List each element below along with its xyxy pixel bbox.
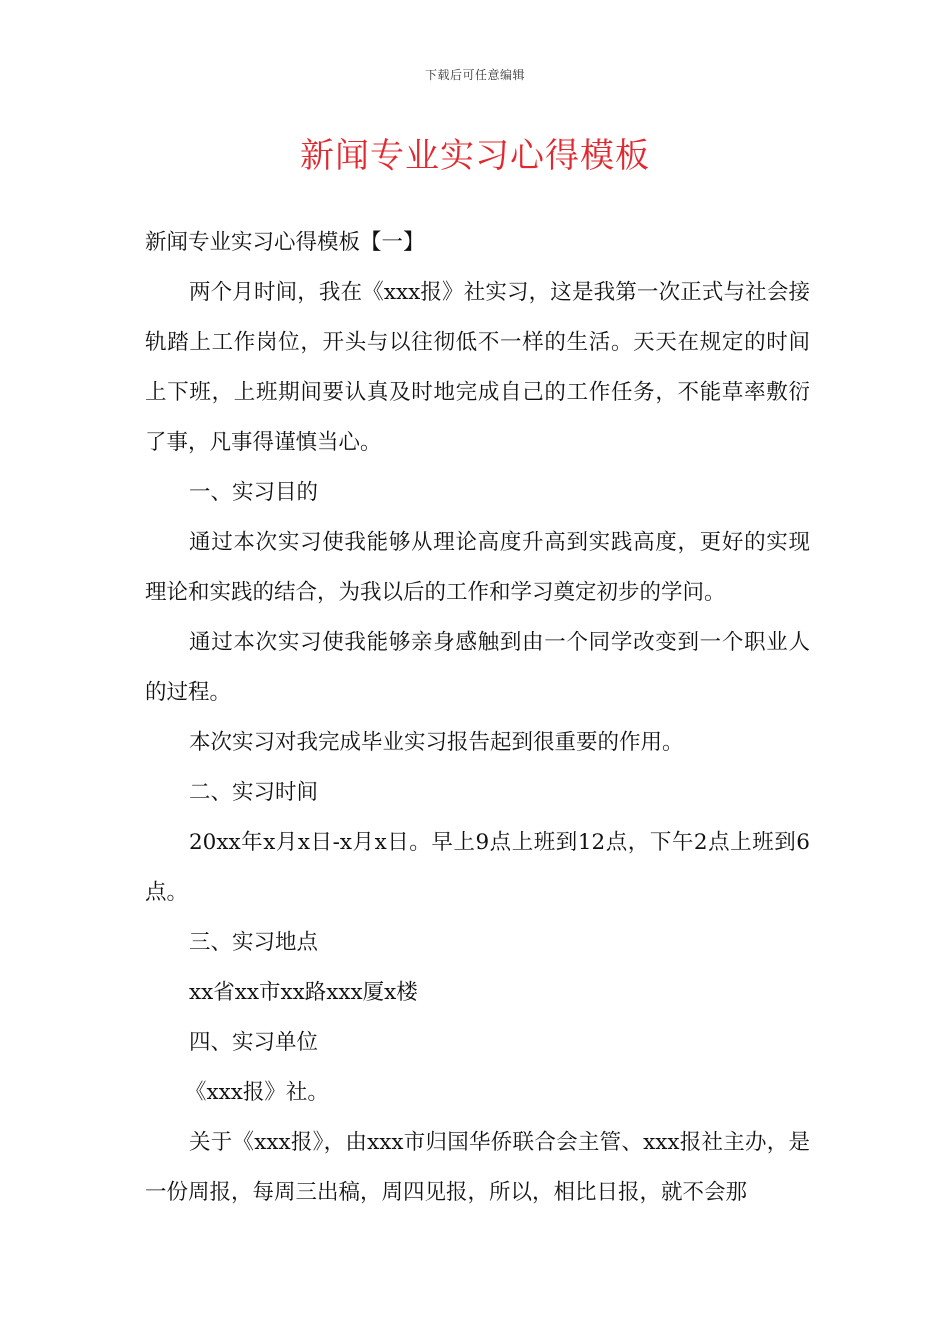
section-subheading: 二、实习时间 [189,780,319,805]
paragraph: 通过本次实习使我能够亲身感触到由一个同学改变到一个职业人的过程。 [145,630,810,705]
paragraph: 20xx年x月x日-x月x日。早上9点上班到12点，下午2点上班到6点。 [145,830,810,905]
header-note: 下载后可任意编辑 [424,68,525,82]
paragraph: 关于《xxx报》，由xxx市归国华侨联合会主管、xxx报社主办，是一份周报，每周三出稿，周四见报，所以，相比日报，就不会那 [145,1130,810,1205]
section-subheading: 三、实习地点 [189,930,319,955]
section-subheading: 一、实习目的 [189,480,319,505]
document-body [145,218,810,1218]
paragraph: 两个月时间，我在《xxx报》社实习，这是我第一次正式与社会接轨踏上工作岗位，开头与以往彻低不一样的生活。天天在规定的时间上下班，上班期间要认真及时地完成自己的工作任务，不能草率敷衍了事，凡事得谨慎当心。 [145,280,810,455]
paragraph: 本次实习对我完成毕业实习报告起到很重要的作用。 [189,730,684,755]
page-title: 新闻专业实习心得模板 [300,136,650,176]
paragraph: 通过本次实习使我能够从理论高度升高到实践高度，更好的实现理论和实践的结合，为我以后的工作和学习奠定初步的学问。 [145,530,810,605]
section-subheading: 四、实习单位 [189,1030,319,1055]
paragraph: 《xxx报》社。 [185,1080,329,1105]
paragraph: xx省xx市xx路xxx厦x楼 [189,980,418,1005]
section-heading: 新闻专业实习心得模板【一】 [145,230,425,255]
